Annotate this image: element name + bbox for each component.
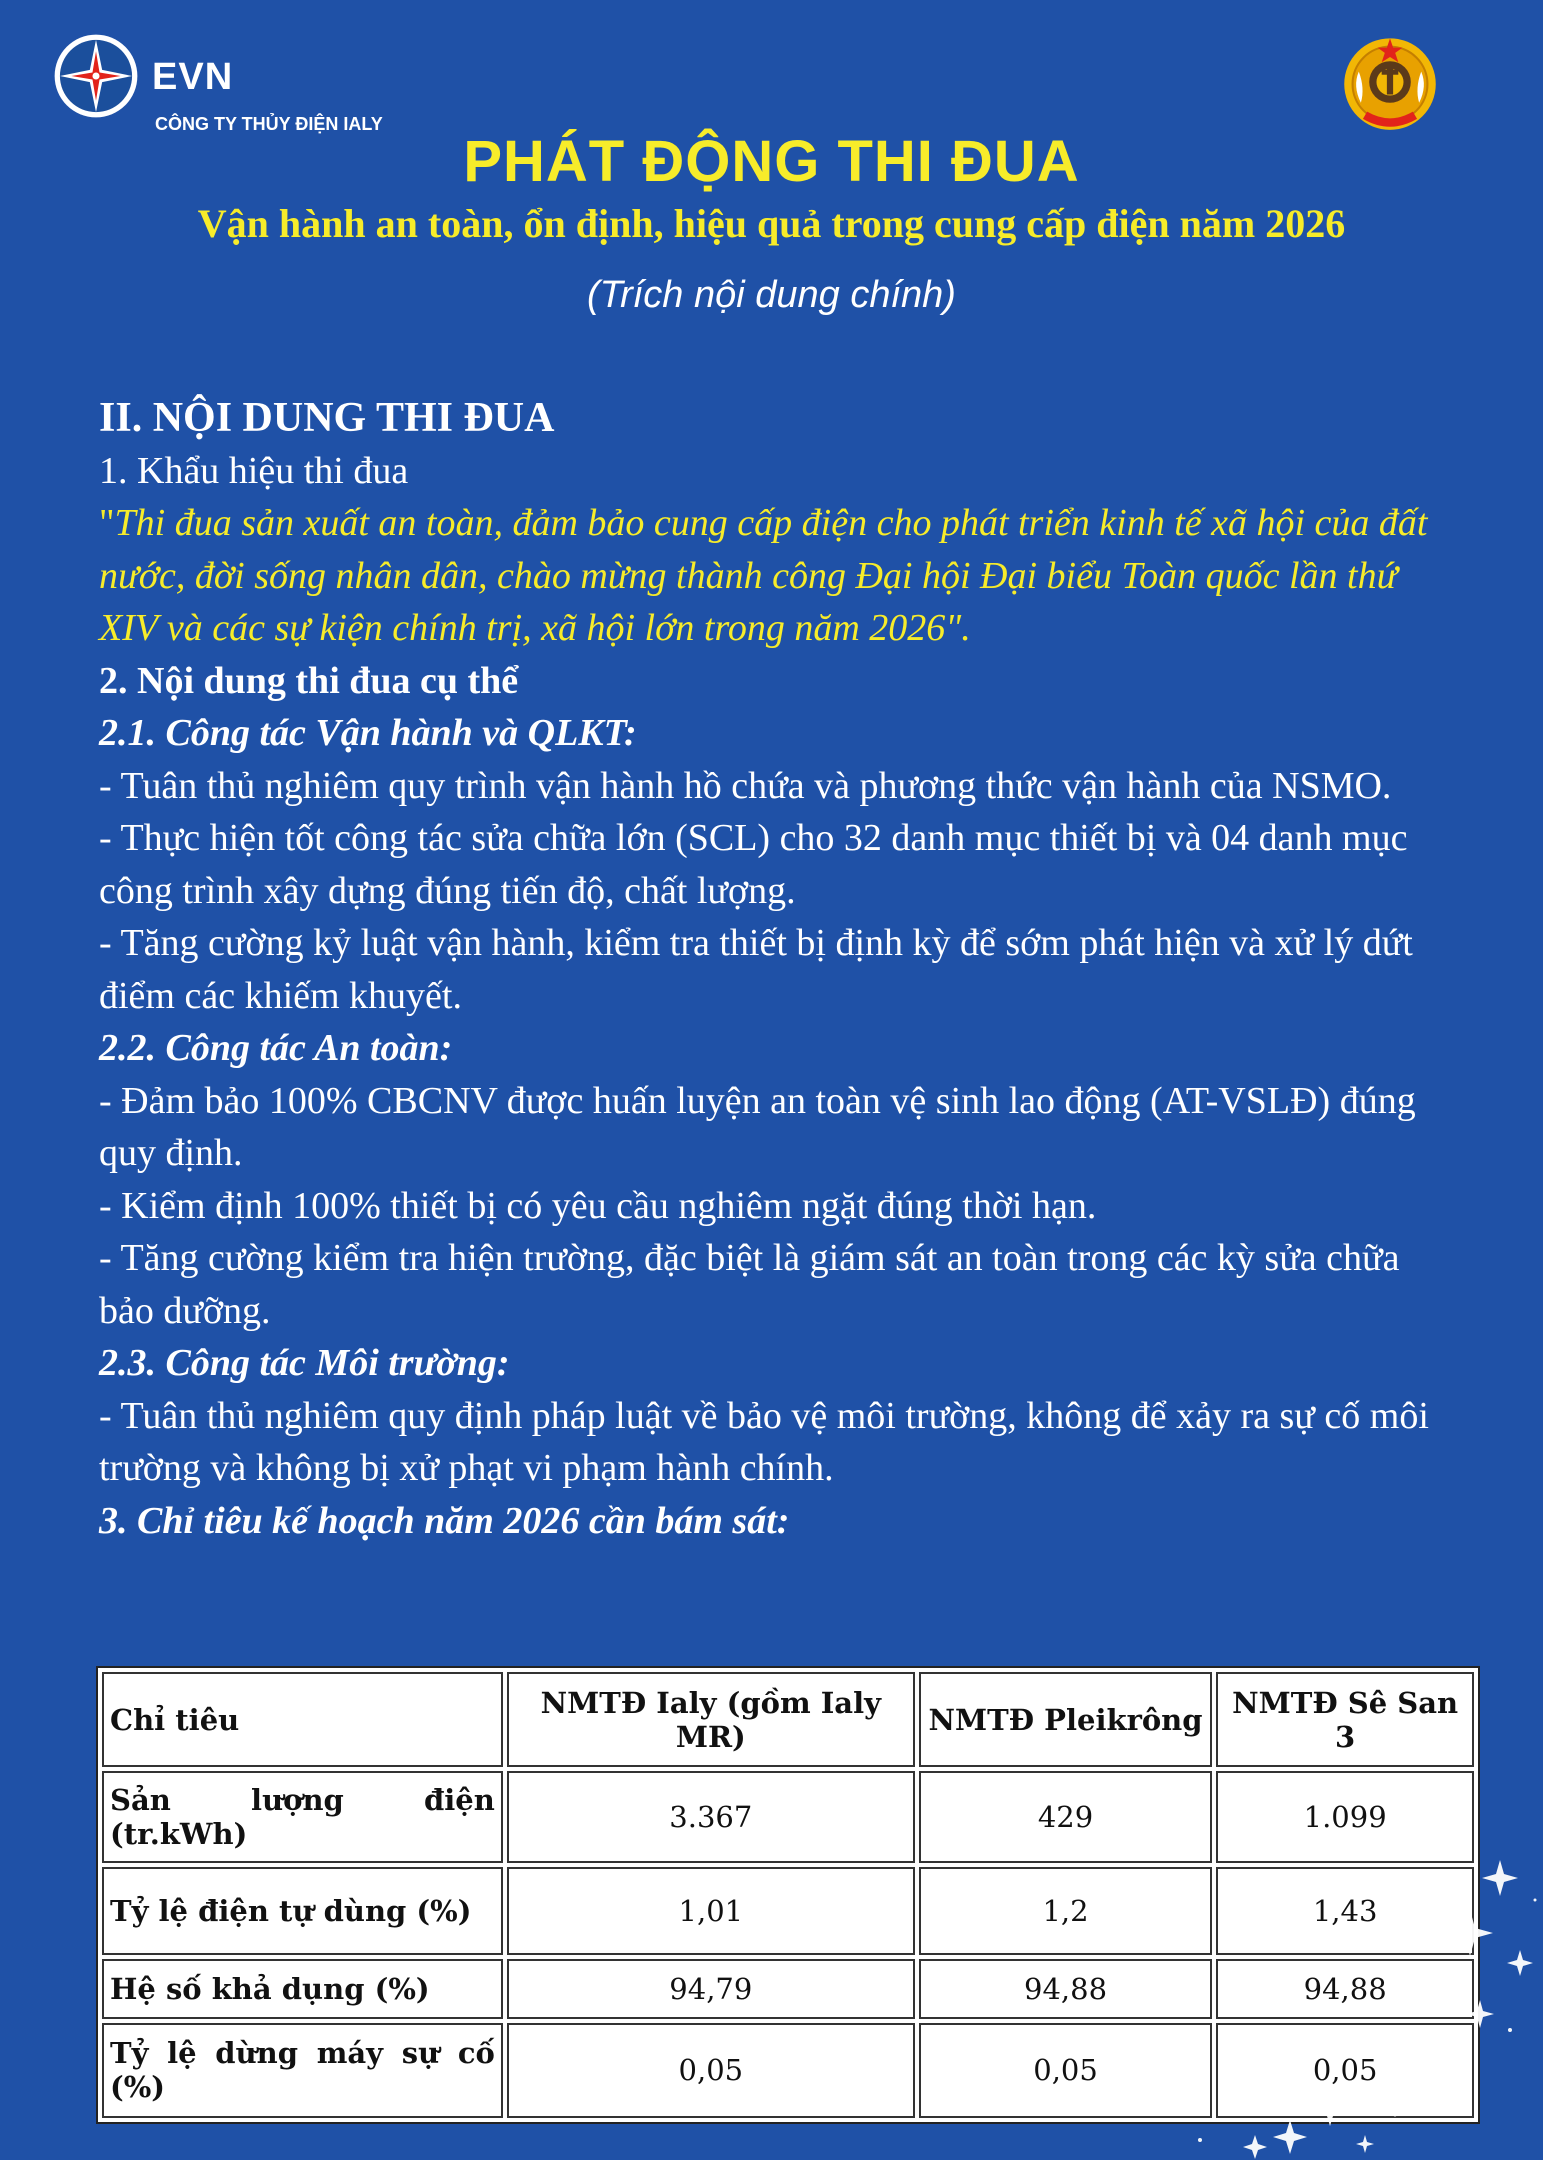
section-title: II. NỘI DUNG THI ĐUA [99, 395, 555, 441]
table-cell: 94,79 [507, 1959, 915, 2019]
table-row-label: Sản lượng điện (tr.kWh) [102, 1771, 503, 1863]
slogan-heading: 1. Khẩu hiệu thi đua [99, 449, 409, 492]
trade-union-logo [1338, 30, 1442, 134]
excerpt-note: (Trích nội dung chính) [587, 274, 956, 316]
brand-name: EVN [152, 56, 234, 98]
table-cell: 94,88 [1216, 1959, 1474, 2019]
detail-heading: 2. Nội dung thi đua cụ thể [99, 659, 519, 702]
table-cell: 94,88 [919, 1959, 1212, 2019]
table-header-row [102, 1672, 1474, 1767]
list-item: - Tăng cường kiểm tra hiện trường, đặc biệt là giám sát an toàn trong các kỳ sửa chữa bảo dưỡng. [99, 1237, 1400, 1332]
slogan-open-quote: " [99, 502, 115, 544]
table-row-label: Hệ số khả dụng (%) [102, 1959, 503, 2019]
evn-logo [52, 32, 140, 120]
list-item: - Thực hiện tốt công tác sửa chữa lớn (SCL) cho 32 danh mục thiết bị và 04 danh mục công trình xây dựng đúng tiến độ, chất lượng. [99, 817, 1408, 912]
table-cell: 0,05 [507, 2023, 915, 2119]
list-item: - Tuân thủ nghiêm quy định pháp luật về bảo vệ môi trường, không để xảy ra sự cố môi trường và không bị xử phạt vi phạm hành chính. [99, 1394, 1429, 1489]
subheading-environment: 2.3. Công tác Môi trường: [99, 1342, 510, 1384]
table-header-cell: Chỉ tiêu [102, 1672, 503, 1767]
table-row-label: Tỷ lệ dừng máy sự cố (%) [102, 2023, 503, 2119]
slogan-text: Thi đua sản xuất an toàn, đảm bảo cung cấp điện cho phát triển kinh tế xã hội của đất nước, đời sống nhân dân, chào mừng thành công Đại hội Đại biểu Toàn quốc lần thứ XIV và các sự kiện chính trị, xã hội lớn trong năm 2026". [99, 502, 1428, 649]
targets-heading: 3. Chỉ tiêu kế hoạch năm 2026 cần bám sát: [99, 1499, 790, 1542]
table-cell: 1,01 [507, 1867, 915, 1954]
table-header-cell: NMTĐ Sê San 3 [1216, 1672, 1474, 1767]
company-name: CÔNG TY THỦY ĐIỆN IALY [155, 114, 383, 134]
table-row-label: Tỷ lệ điện tự dùng (%) [102, 1867, 503, 1954]
page-title: PHÁT ĐỘNG THI ĐUA [463, 129, 1080, 194]
main-content [99, 392, 1457, 1547]
sparkle-decoration [1180, 1800, 1543, 2160]
table-cell: 1.099 [1216, 1771, 1474, 1863]
table-cell: 429 [919, 1771, 1212, 1863]
list-item: - Tăng cường kỷ luật vận hành, kiểm tra thiết bị định kỳ để sớm phát hiện và xử lý dứt điểm các khiếm khuyết. [99, 922, 1413, 1017]
list-item: - Đảm bảo 100% CBCNV được huấn luyện an toàn vệ sinh lao động (AT-VSLĐ) đúng quy định. [99, 1079, 1416, 1174]
list-item: - Tuân thủ nghiêm quy trình vận hành hồ chứa và phương thức vận hành của NSMO. [99, 764, 1392, 807]
table-cell: 1,43 [1216, 1867, 1474, 1954]
subheading-operations: 2.1. Công tác Vận hành và QLKT: [99, 712, 637, 754]
table-cell: 0,05 [919, 2023, 1212, 2119]
subheading-safety: 2.2. Công tác An toàn: [99, 1027, 453, 1069]
table-header-cell: NMTĐ Ialy (gồm Ialy MR) [507, 1672, 915, 1767]
table-cell: 3.367 [507, 1771, 915, 1863]
table-cell: 0,05 [1216, 2023, 1474, 2119]
list-item: - Kiểm định 100% thiết bị có yêu cầu nghiêm ngặt đúng thời hạn. [99, 1184, 1097, 1227]
table-cell: 1,2 [919, 1867, 1212, 1954]
table-header-cell: NMTĐ Pleikrông [919, 1672, 1212, 1767]
page-subtitle: Vận hành an toàn, ổn định, hiệu quả trong cung cấp điện năm 2026 [197, 201, 1346, 246]
slogan-quote [99, 497, 1457, 655]
